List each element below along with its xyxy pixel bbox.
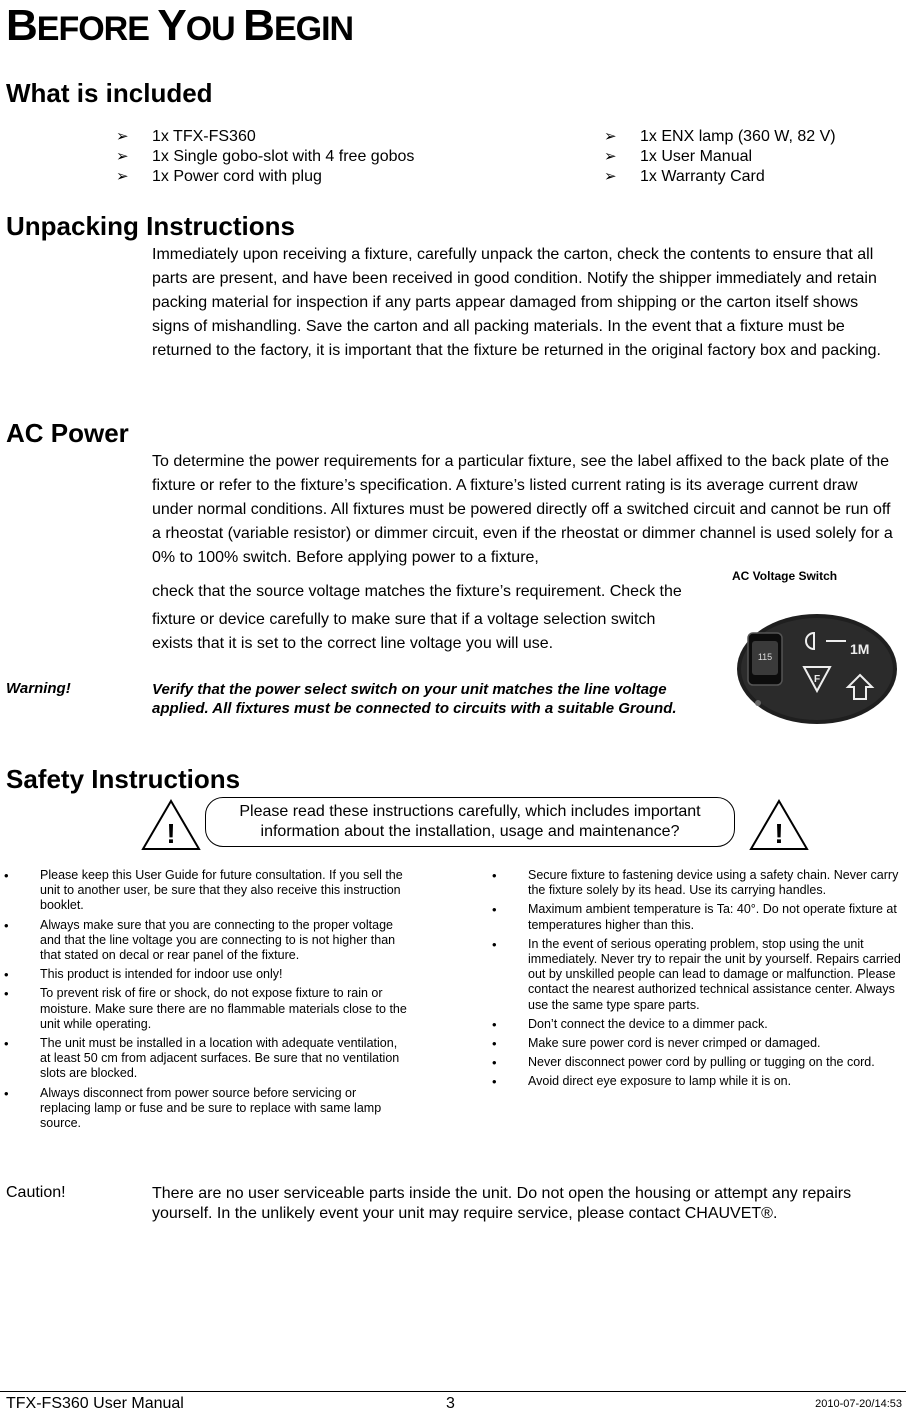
- included-list-left: [116, 127, 414, 187]
- footer-manual-title: TFX-FS360 User Manual: [6, 1395, 184, 1412]
- ac-power-text-1: To determine the power requirements for a particular fixture, see the label affixed to the back plate of the fixture or refer to the fixture’s specification. A fixture’s listed current rating is its average current draw under normal conditions. All fixtures must be powered directly off a switched circuit and cannot be run off a rheostat (variable resistor) or dimmer circuit, even if the rheostat or dimmer channel is used solely for a 0% to 100% switch. Before applying power to a fixture,: [152, 453, 893, 566]
- list-item: ➢ 1x ENX lamp (360 W, 82 V): [604, 128, 836, 145]
- unpacking-text: Immediately upon receiving a fixture, carefully unpack the carton, check the contents to ensure that all parts are present, and have been received in good condition. Notify the shipper immediately and retain packing material for inspection if any parts appear damaged from shipping or the carton itself shows signs of mishandling. Save the carton and all packing materials. In the event that a fixture must be returned to the factory, it is important that the fixture be returned in the original factory box and packing.: [152, 246, 881, 359]
- arrow-bullet-icon: ➢: [116, 128, 129, 145]
- caution-label: Caution!: [6, 1184, 66, 1201]
- arrow-bullet-icon: ➢: [604, 128, 617, 145]
- ac-power-text-2: check that the source voltage matches the fixture’s requirement. Check the: [152, 583, 682, 600]
- list-item: • In the event of serious operating problem, stop using the unit immediately. Never try to repair the unit by yourself. Repairs carried out by unskilled people can lead to damage or malfunction. Please contact the nearest authorized technical assistance center. Always use the same type spare parts.: [488, 937, 904, 1013]
- list-item: • To prevent risk of fire or shock, do not expose fixture to rain or moisture. Make sure there are no flammable materials close to the unit while operating.: [0, 986, 410, 1032]
- list-item: • The unit must be installed in a location with adequate ventilation, at least 50 cm from adjacent surfaces. Be sure that no ventilation slots are blocked.: [0, 1036, 410, 1082]
- arrow-bullet-icon: ➢: [116, 148, 129, 165]
- panel-marking-text: 1M: [850, 641, 870, 657]
- list-item: ➢ 1x TFX-FS360: [116, 128, 256, 145]
- included-list-right: [604, 127, 836, 187]
- ac-power-text-3: fixture or device carefully to make sure that if a voltage selection switch exists that it is set to the correct line voltage you will use.: [152, 611, 656, 652]
- list-item: • Avoid direct eye exposure to lamp while it is on.: [488, 1074, 904, 1089]
- warning-triangle-icon-left: [141, 799, 201, 851]
- ac-voltage-switch-label: AC Voltage Switch: [732, 569, 838, 583]
- list-item: ➢ 1x Power cord with plug: [116, 168, 322, 185]
- svg-text:!: !: [774, 818, 784, 849]
- safety-notice: Please read these instructions carefully, which includes important information about the installation, usage and maintenance?: [205, 797, 735, 847]
- list-item: • This product is intended for indoor use only!: [0, 967, 410, 982]
- caution-text: There are no user serviceable parts inside the unit. Do not open the housing or attempt any repairs yourself. In the unlikely event your unit may require service, please contact CHAUVET®.: [152, 1185, 852, 1222]
- footer-divider: [0, 1391, 906, 1392]
- list-item: • Never disconnect power cord by pulling or tugging on the cord.: [488, 1055, 904, 1070]
- warning-triangle-icon-right: [749, 799, 809, 851]
- ac-voltage-switch-photo: [736, 611, 898, 727]
- list-item: ➢ 1x Warranty Card: [604, 168, 765, 185]
- panel-letter-text: F: [813, 674, 821, 685]
- arrow-bullet-icon: ➢: [604, 148, 617, 165]
- page-title: BEFORE YOU BEGIN: [6, 1, 354, 50]
- list-item: ➢ 1x User Manual: [604, 148, 753, 165]
- arrow-bullet-icon: ➢: [116, 168, 129, 185]
- included-heading: What is included: [6, 78, 213, 108]
- unpacking-heading: Unpacking Instructions: [6, 211, 295, 241]
- list-item: • Always make sure that you are connecting to the proper voltage and that the line voltage you are connecting to is not higher than that stated on decal or rear panel of the fixture.: [0, 918, 410, 964]
- svg-text:!: !: [166, 818, 176, 849]
- safety-list-left: [0, 868, 410, 1135]
- safety-heading: Safety Instructions: [6, 764, 241, 794]
- arrow-bullet-icon: ➢: [604, 168, 617, 185]
- footer-timestamp: 2010-07-20/14:53: [815, 1398, 902, 1410]
- list-item: • Always disconnect from power source before servicing or replacing lamp or fuse and be sure to replace with same lamp source.: [0, 1086, 410, 1132]
- list-item: ➢ 1x Single gobo-slot with 4 free gobos: [116, 148, 415, 165]
- list-item: • Please keep this User Guide for future consultation. If you sell the unit to another user, be sure that they also receive this instruction booklet.: [0, 868, 410, 914]
- footer-page-number: 3: [446, 1395, 455, 1412]
- list-item: • Maximum ambient temperature is Ta: 40°. Do not operate fixture at temperatures higher than this.: [488, 902, 904, 932]
- warning-label: Warning!: [6, 680, 71, 697]
- list-item: • Secure fixture to fastening device using a safety chain. Never carry the fixture solely by its head. Use its carrying handles.: [488, 868, 904, 898]
- warning-text: Verify that the power select switch on your unit matches the line voltage applied. All fixtures must be connected to circuits with a suitable Ground.: [152, 681, 677, 717]
- list-item: • Make sure power cord is never crimped or damaged.: [488, 1036, 904, 1051]
- safety-list-right: [488, 868, 904, 1094]
- list-item: • Don’t connect the device to a dimmer pack.: [488, 1017, 904, 1032]
- ac-power-heading: AC Power: [6, 418, 129, 448]
- switch-voltage-text: 115: [757, 652, 773, 662]
